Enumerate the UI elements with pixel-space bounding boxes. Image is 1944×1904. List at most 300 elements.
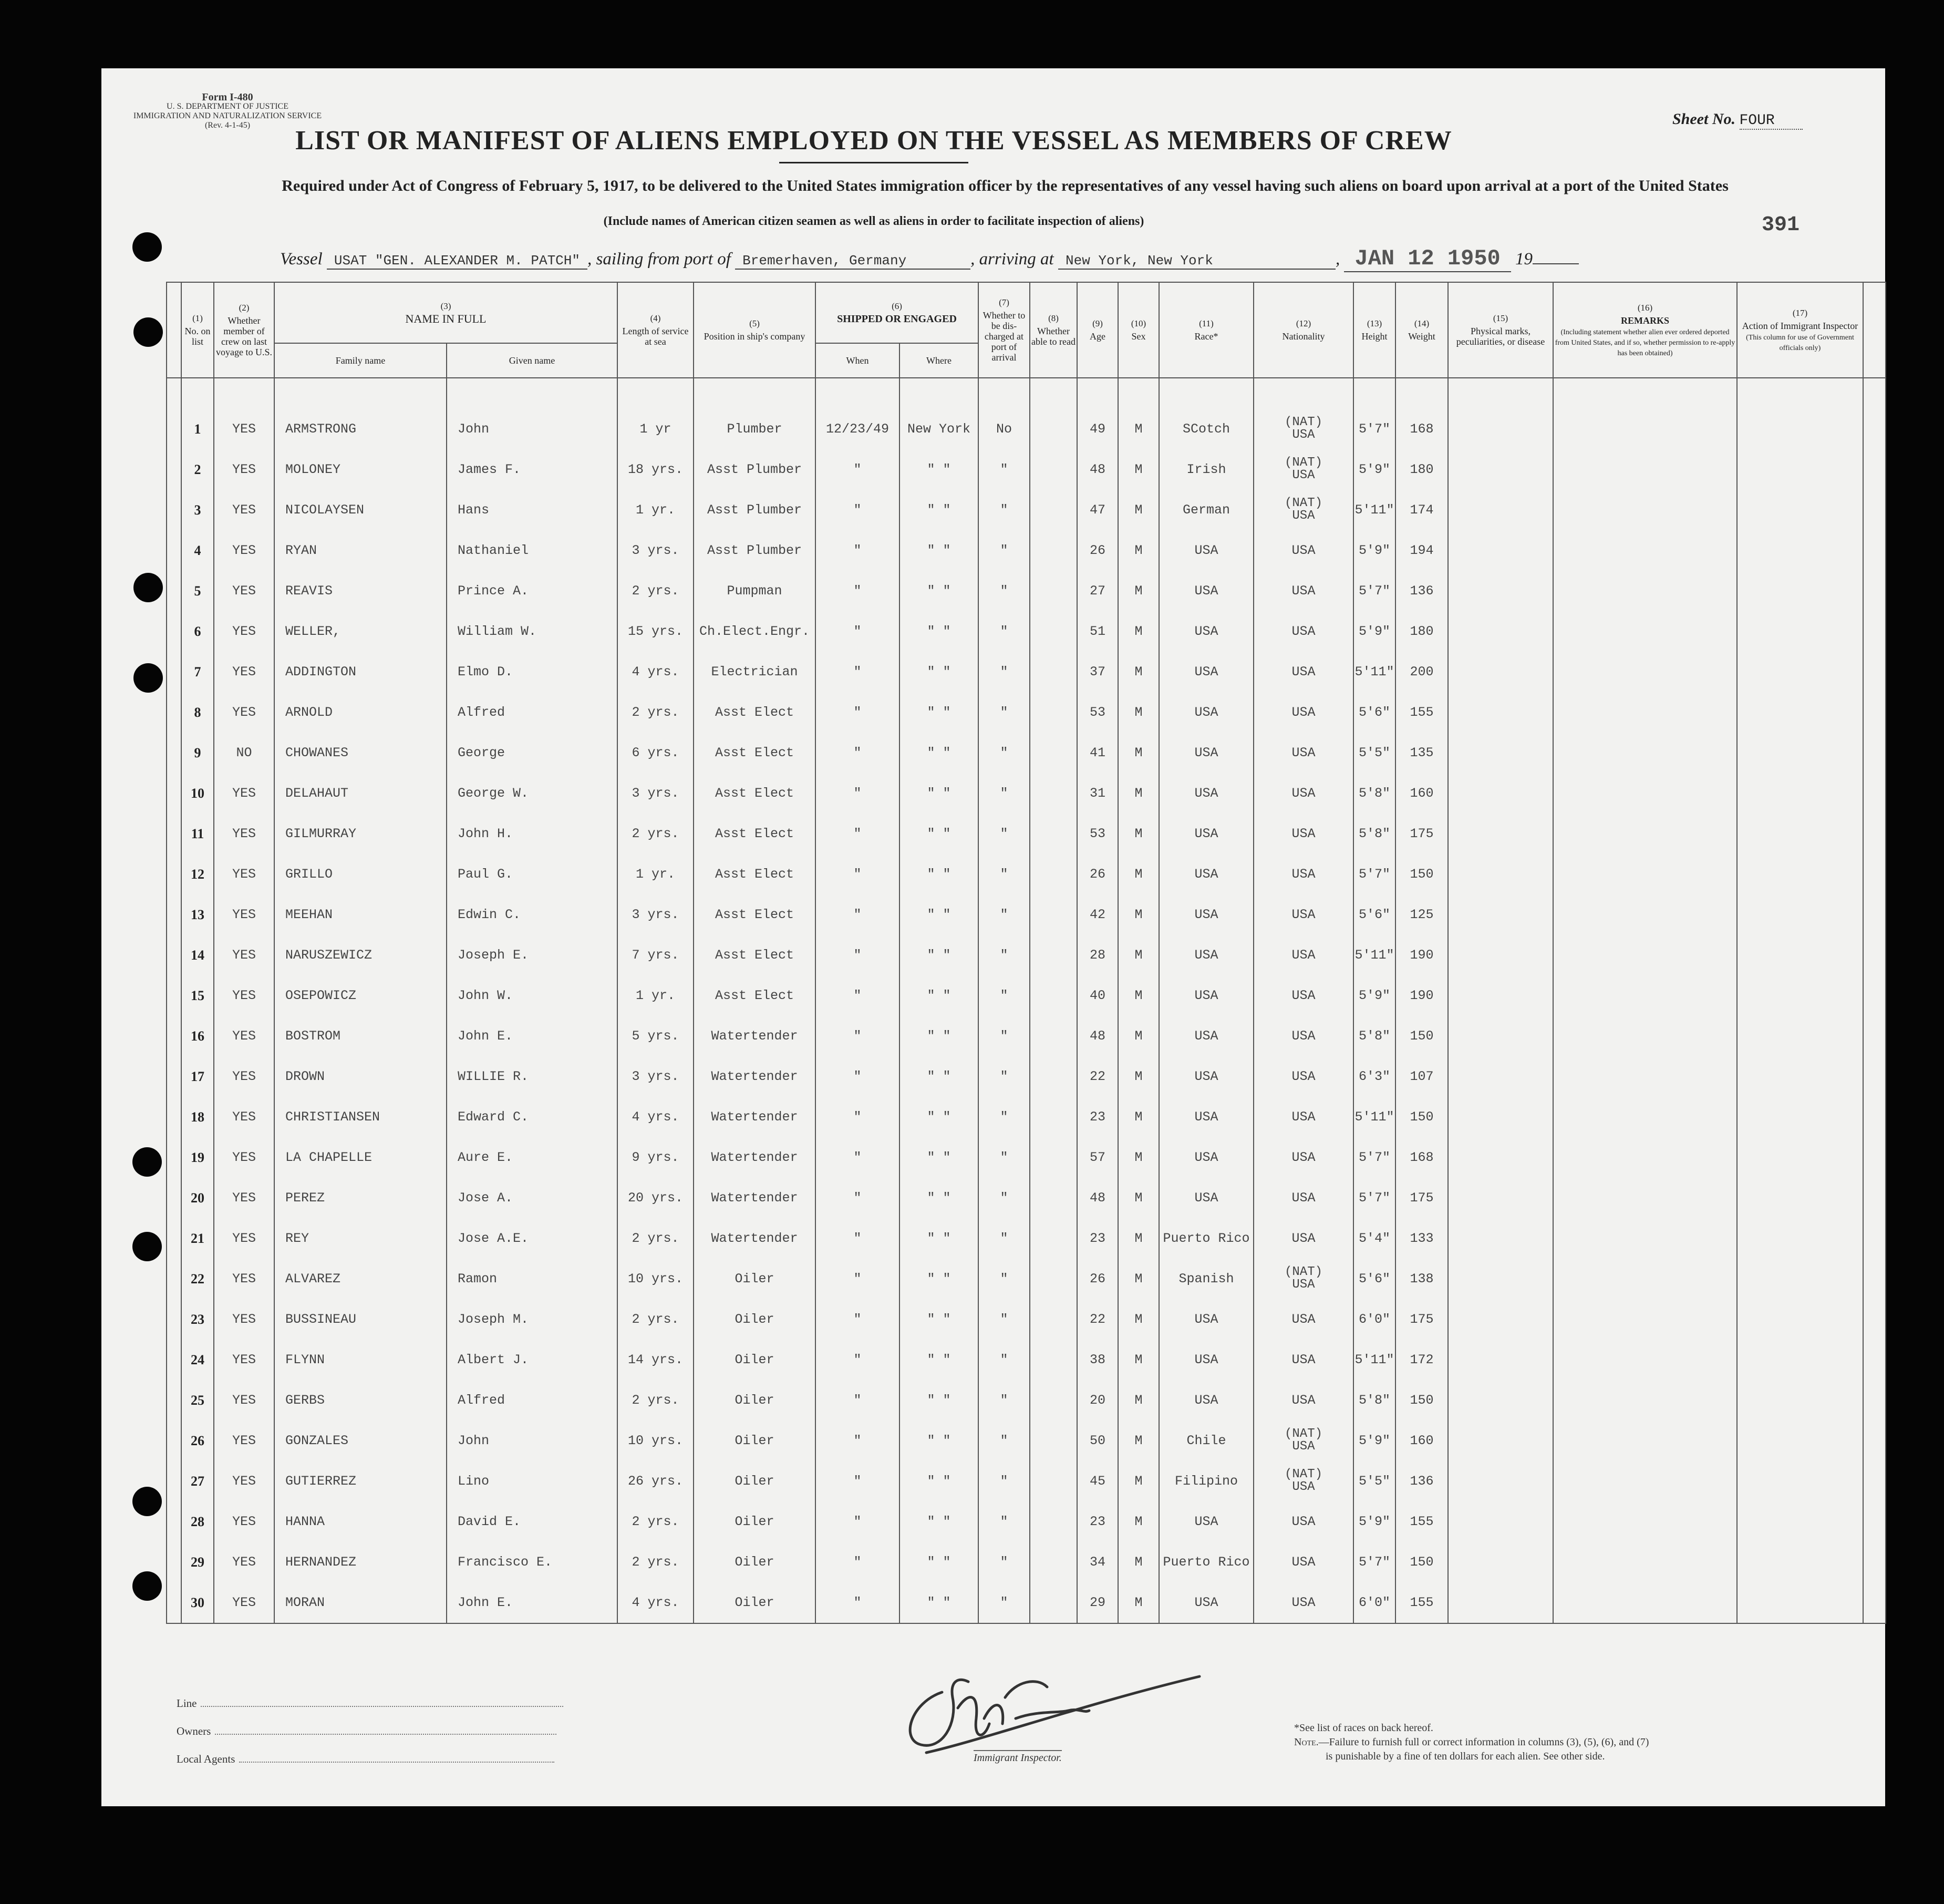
table-row [167,814,1886,854]
row-number: 12 [181,854,214,894]
physical-marks [1448,1178,1553,1218]
binding-hole [132,1147,162,1177]
family-name: REY [274,1218,447,1259]
given-name: George W. [447,773,617,814]
height: 5'6" [1353,692,1395,733]
nationality: USA [1254,854,1353,894]
shipped-where: " " [899,1501,978,1542]
weight: 190 [1395,975,1448,1016]
family-name: ARNOLD [274,692,447,733]
row-number: 16 [181,1016,214,1056]
nationality: USA [1254,773,1353,814]
physical-marks [1448,652,1553,692]
height: 5'6" [1353,1259,1395,1299]
crew-member-flag: YES [214,814,274,854]
race: USA [1159,1137,1254,1178]
height: 5'9" [1353,449,1395,490]
header-age: (9) Age [1077,282,1118,378]
margin-cell [1863,490,1886,530]
header-crew-member: (2) Whether member of crew on last voyage to U.S. [214,282,274,378]
age: 38 [1077,1340,1118,1380]
remarks [1553,409,1737,449]
race: Puerto Rico [1159,1542,1254,1582]
table-row [167,409,1886,449]
given-name: John E. [447,1016,617,1056]
physical-marks [1448,1501,1553,1542]
table-row [167,490,1886,530]
able-to-read [1030,1299,1077,1340]
weight: 155 [1395,692,1448,733]
margin-cell [167,692,181,733]
able-to-read [1030,975,1077,1016]
table-row [167,1542,1886,1582]
position: Watertender [694,1178,815,1218]
discharged-flag: " [978,530,1030,571]
shipped-when: " [815,1380,899,1421]
physical-marks [1448,611,1553,652]
header-name-in-full: (3) NAME IN FULL [274,282,617,343]
inspector-action [1737,1461,1863,1501]
table-row [167,894,1886,935]
position: Asst Elect [694,692,815,733]
crew-member-flag: YES [214,1218,274,1259]
position: Pumpman [694,571,815,611]
able-to-read [1030,854,1077,894]
race: German [1159,490,1254,530]
margin-cell [167,1259,181,1299]
position: Oiler [694,1461,815,1501]
race: USA [1159,1097,1254,1137]
nationality [1254,1421,1353,1461]
table-row [167,854,1886,894]
nationality: USA [1254,611,1353,652]
position: Oiler [694,1380,815,1421]
discharged-flag: " [978,1259,1030,1299]
given-name: John E. [447,1582,617,1623]
physical-marks [1448,773,1553,814]
margin-col-header-right [1863,282,1886,378]
ship-representatives [177,1690,563,1773]
remarks [1553,1582,1737,1623]
row-number: 11 [181,814,214,854]
race: USA [1159,733,1254,773]
age: 26 [1077,530,1118,571]
able-to-read [1030,1259,1077,1299]
crew-member-flag: YES [214,409,274,449]
able-to-read [1030,894,1077,935]
race: USA [1159,1016,1254,1056]
table-row [167,652,1886,692]
position: Oiler [694,1340,815,1380]
row-number: 7 [181,652,214,692]
header-race: (11) Race* [1159,282,1254,378]
margin-cell [1863,1178,1886,1218]
shipped-where: " " [899,894,978,935]
age: 31 [1077,773,1118,814]
discharged-flag: " [978,1056,1030,1097]
margin-cell [167,1582,181,1623]
row-number: 21 [181,1218,214,1259]
crew-member-flag: YES [214,1097,274,1137]
row-number: 26 [181,1421,214,1461]
nationality: USA [1254,1299,1353,1340]
nationality: USA [1254,814,1353,854]
inspector-action [1737,733,1863,773]
table-row [167,773,1886,814]
shipped-where: " " [899,1218,978,1259]
physical-marks [1448,1056,1553,1097]
family-name: MOLONEY [274,449,447,490]
family-name: GILMURRAY [274,814,447,854]
crew-member-flag: YES [214,1421,274,1461]
family-name: MEEHAN [274,894,447,935]
inspector-action [1737,530,1863,571]
length-of-service: 18 yrs. [617,449,694,490]
nationality: USA [1254,1056,1353,1097]
margin-cell [167,1542,181,1582]
length-of-service: 2 yrs. [617,1218,694,1259]
remarks [1553,490,1737,530]
family-name: GRILLO [274,854,447,894]
table-row [167,1016,1886,1056]
shipped-when: " [815,490,899,530]
discharged-flag: " [978,1582,1030,1623]
row-number: 28 [181,1501,214,1542]
sex: M [1118,1340,1159,1380]
crew-member-flag: YES [214,449,274,490]
shipped-where: " " [899,854,978,894]
margin-cell [1863,652,1886,692]
weight: 175 [1395,814,1448,854]
shipped-when: " [815,894,899,935]
given-name: Joseph E. [447,935,617,975]
table-row [167,1137,1886,1178]
position: Asst Elect [694,733,815,773]
sex: M [1118,1501,1159,1542]
physical-marks [1448,1340,1553,1380]
table-row [167,975,1886,1016]
margin-cell [1863,571,1886,611]
length-of-service: 3 yrs. [617,773,694,814]
crew-member-flag: YES [214,1178,274,1218]
age: 29 [1077,1582,1118,1623]
inspector-action [1737,571,1863,611]
age: 23 [1077,1097,1118,1137]
weight: 150 [1395,1380,1448,1421]
family-name: CHRISTIANSEN [274,1097,447,1137]
margin-cell [1863,1137,1886,1178]
length-of-service: 6 yrs. [617,733,694,773]
height: 5'7" [1353,571,1395,611]
remarks [1553,1299,1737,1340]
remarks [1553,894,1737,935]
nationality-value: USA [1292,468,1315,482]
height: 5'8" [1353,773,1395,814]
discharged-flag: " [978,571,1030,611]
shipped-when: " [815,1178,899,1218]
shipped-where: " " [899,1461,978,1501]
remarks [1553,1461,1737,1501]
margin-cell [167,571,181,611]
margin-cell [1863,733,1886,773]
table-row [167,1582,1886,1623]
shipped-when: " [815,773,899,814]
shipped-when: " [815,814,899,854]
header-discharged: (7) Whether to be dis-charged at port of arrival [978,282,1030,378]
table-row [167,1299,1886,1340]
weight: 160 [1395,1421,1448,1461]
crew-member-flag: YES [214,692,274,733]
discharged-flag: " [978,733,1030,773]
shipped-where: " " [899,1542,978,1582]
nationality: USA [1254,1380,1353,1421]
position: Watertender [694,1137,815,1178]
sex: M [1118,409,1159,449]
physical-marks [1448,1542,1553,1582]
shipped-where: " " [899,733,978,773]
shipped-where: " " [899,1582,978,1623]
family-name: PEREZ [274,1178,447,1218]
arrival-date-stamp: JAN 12 1950 [1344,246,1511,272]
position: Asst Elect [694,975,815,1016]
family-name: LA CHAPELLE [274,1137,447,1178]
given-name: Ramon [447,1259,617,1299]
age: 28 [1077,935,1118,975]
shipped-where: " " [899,814,978,854]
able-to-read [1030,449,1077,490]
family-name: GERBS [274,1380,447,1421]
shipped-where: " " [899,530,978,571]
length-of-service: 1 yr. [617,490,694,530]
vessel-label: Vessel [280,250,323,269]
discharged-flag: " [978,1299,1030,1340]
margin-cell [1863,814,1886,854]
weight: 135 [1395,733,1448,773]
given-name: John [447,409,617,449]
shipped-where: " " [899,1056,978,1097]
weight: 133 [1395,1218,1448,1259]
vessel-line: Vessel USAT "GEN. ALEXANDER M. PATCH" , sailing from port of Bremerhaven, Germany , arriving at New York, New York , JAN 12 1950 19 [280,246,1579,272]
position: Asst Plumber [694,449,815,490]
sex: M [1118,530,1159,571]
inspector-action [1737,1380,1863,1421]
nationality [1254,449,1353,490]
height: 5'7" [1353,854,1395,894]
length-of-service: 2 yrs. [617,1542,694,1582]
nationality: USA [1254,571,1353,611]
margin-cell [167,894,181,935]
naturalized-prefix: (NAT) [1284,496,1322,510]
position: Oiler [694,1501,815,1542]
race: USA [1159,530,1254,571]
able-to-read [1030,571,1077,611]
physical-marks [1448,1259,1553,1299]
vessel-name: USAT "GEN. ALEXANDER M. PATCH" [327,253,587,270]
physical-marks [1448,1380,1553,1421]
family-name: NICOLAYSEN [274,490,447,530]
margin-cell [167,733,181,773]
table-row [167,449,1886,490]
margin-cell [167,1056,181,1097]
row-number: 1 [181,409,214,449]
discharged-flag: " [978,1218,1030,1259]
given-name: Jose A. [447,1178,617,1218]
inspector-action [1737,894,1863,935]
age: 48 [1077,449,1118,490]
position: Asst Elect [694,814,815,854]
shipped-where: " " [899,1137,978,1178]
physical-marks [1448,854,1553,894]
race: USA [1159,1582,1254,1623]
sex: M [1118,773,1159,814]
discharged-flag: " [978,1542,1030,1582]
age: 57 [1077,1137,1118,1178]
family-name: MORAN [274,1582,447,1623]
remarks [1553,1218,1737,1259]
nationality: USA [1254,1218,1353,1259]
given-name: Paul G. [447,854,617,894]
height: 6'0" [1353,1582,1395,1623]
length-of-service: 10 yrs. [617,1259,694,1299]
length-of-service: 2 yrs. [617,814,694,854]
row-number: 20 [181,1178,214,1218]
race: USA [1159,854,1254,894]
given-name: Francisco E. [447,1542,617,1582]
sex: M [1118,1421,1159,1461]
sex: M [1118,1582,1159,1623]
page-title: LIST OR MANIFEST OF ALIENS EMPLOYED ON THE VESSEL AS MEMBERS OF CREW [295,126,1452,156]
family-name: RYAN [274,530,447,571]
nationality: USA [1254,894,1353,935]
table-row [167,530,1886,571]
position: Asst Plumber [694,490,815,530]
nationality: USA [1254,692,1353,733]
shipped-where: " " [899,975,978,1016]
race: Filipino [1159,1461,1254,1501]
able-to-read [1030,1340,1077,1380]
able-to-read [1030,1178,1077,1218]
discharged-flag: " [978,814,1030,854]
race: USA [1159,652,1254,692]
age: 53 [1077,692,1118,733]
weight: 194 [1395,530,1448,571]
row-number: 14 [181,935,214,975]
family-name: BUSSINEAU [274,1299,447,1340]
able-to-read [1030,611,1077,652]
shipped-where: " " [899,611,978,652]
arrival-port: New York, New York [1058,253,1336,270]
naturalized-prefix: (NAT) [1284,1467,1322,1481]
header-shipped-or-engaged: (6) SHIPPED OR ENGAGED [815,282,978,343]
length-of-service: 26 yrs. [617,1461,694,1501]
owners-blank [215,1734,556,1735]
family-name: DROWN [274,1056,447,1097]
height: 5'11" [1353,652,1395,692]
weight: 200 [1395,652,1448,692]
crew-member-flag: YES [214,1259,274,1299]
margin-cell [167,1178,181,1218]
discharged-flag: " [978,1016,1030,1056]
header-weight: (14) Weight [1395,282,1448,378]
remarks [1553,1542,1737,1582]
margin-cell [1863,1299,1886,1340]
family-name: CHOWANES [274,733,447,773]
length-of-service: 15 yrs. [617,611,694,652]
weight: 150 [1395,1097,1448,1137]
weight: 155 [1395,1501,1448,1542]
position: Oiler [694,1421,815,1461]
height: 5'11" [1353,1097,1395,1137]
age: 50 [1077,1421,1118,1461]
margin-cell [167,490,181,530]
nationality [1254,490,1353,530]
sex: M [1118,894,1159,935]
nationality: USA [1254,530,1353,571]
physical-marks [1448,1461,1553,1501]
inspector-action [1737,1542,1863,1582]
year-label: 19 [1515,250,1533,269]
crew-member-flag: YES [214,1299,274,1340]
remarks [1553,1056,1737,1097]
able-to-read [1030,1542,1077,1582]
margin-cell [1863,409,1886,449]
remarks [1553,733,1737,773]
remarks [1553,571,1737,611]
shipped-where: " " [899,692,978,733]
line-label: Line [177,1697,197,1710]
position: Electrician [694,652,815,692]
family-name: DELAHAUT [274,773,447,814]
margin-cell [167,1421,181,1461]
race: Spanish [1159,1259,1254,1299]
table-row [167,1421,1886,1461]
length-of-service: 1 yr [617,409,694,449]
able-to-read [1030,409,1077,449]
sex: M [1118,1542,1159,1582]
subtitle-note: (Include names of American citizen seamen as well as aliens in order to facilitate inspection of aliens) [603,214,1144,228]
margin-cell [1863,1542,1886,1582]
height: 5'5" [1353,733,1395,773]
binding-hole [132,1571,162,1601]
given-name: William W. [447,611,617,652]
immigrant-inspector-label: Immigrant Inspector. [974,1750,1062,1764]
table-row [167,571,1886,611]
weight: 175 [1395,1178,1448,1218]
discharged-flag: " [978,935,1030,975]
table-row [167,1461,1886,1501]
family-name: WELLER, [274,611,447,652]
row-number: 6 [181,611,214,652]
margin-cell [167,1501,181,1542]
inspector-action [1737,1299,1863,1340]
given-name: Edwin C. [447,894,617,935]
given-name: Lino [447,1461,617,1501]
physical-marks [1448,733,1553,773]
crew-member-flag: YES [214,975,274,1016]
margin-col-header [167,282,181,378]
crew-member-flag: YES [214,1461,274,1501]
position: Asst Elect [694,935,815,975]
shipped-where: " " [899,1178,978,1218]
row-number: 22 [181,1259,214,1299]
shipped-when: 12/23/49 [815,409,899,449]
row-number: 15 [181,975,214,1016]
remarks [1553,1501,1737,1542]
age: 48 [1077,1178,1118,1218]
owners-label: Owners [177,1725,211,1737]
sex: M [1118,1178,1159,1218]
remarks [1553,449,1737,490]
